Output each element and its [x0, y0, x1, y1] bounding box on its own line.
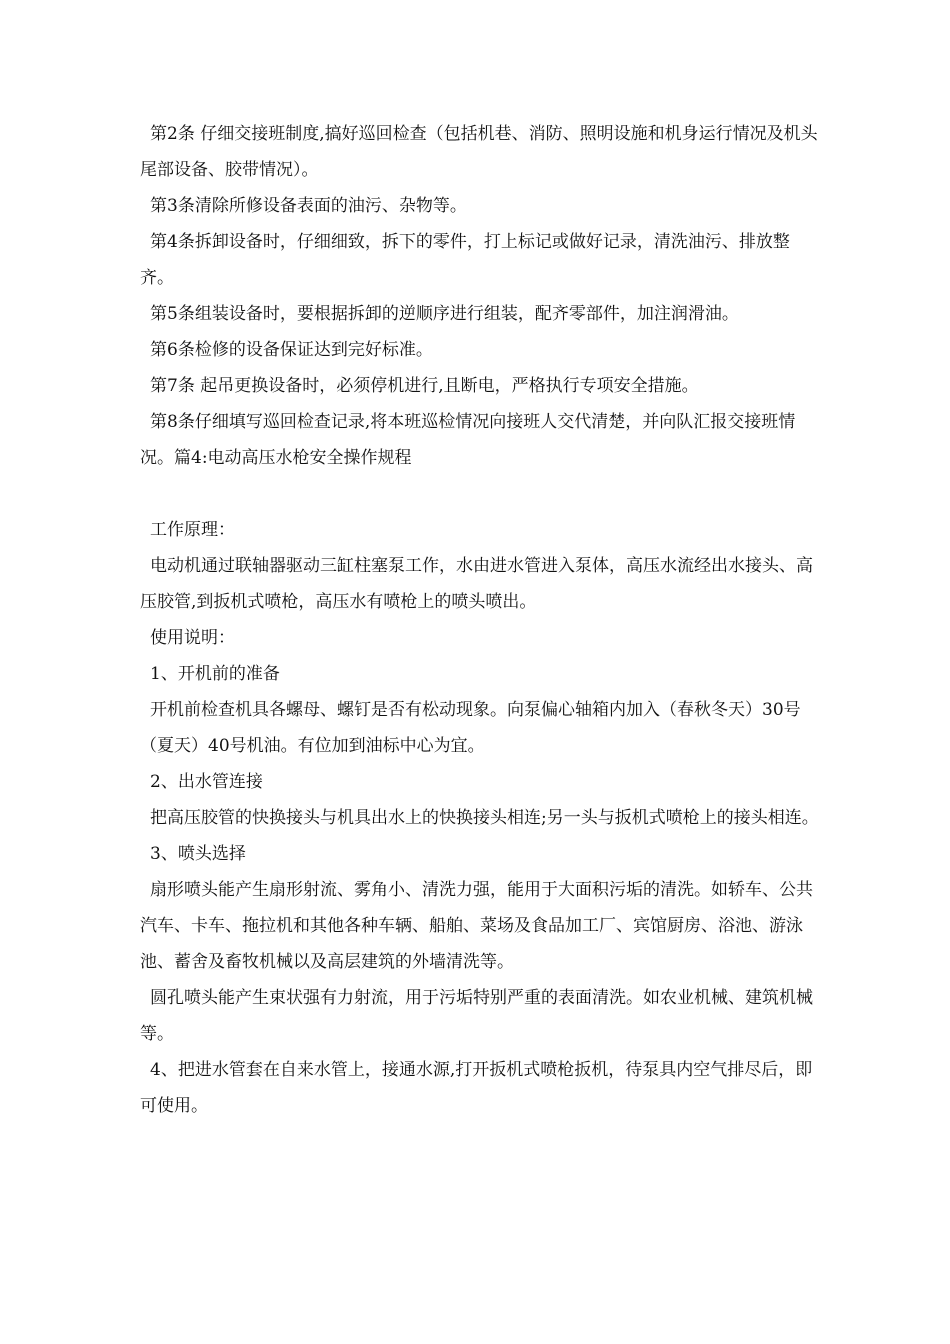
document-body [140, 116, 820, 1124]
paragraph-fan-nozzle: 扇形喷头能产生扇形射流、雾角小、清洗力强，能用于大面积污垢的清洗。如轿车、公共汽车、卡车、拖拉机和其他各种车辆、船舶、菜场及食品加工厂、宾馆厨房、浴池、游泳池、蓄舍及畜牧机械以及高层建筑的外墙清洗等。 [140, 880, 813, 972]
paragraph-working-principle: 电动机通过联轴器驱动三缸柱塞泵工作，水由进水管进入泵体，高压水流经出水接头、高压胶管,到扳机式喷枪，高压水有喷枪上的喷头喷出。 [140, 556, 813, 612]
section-spacer [140, 476, 820, 512]
heading-usage-instructions: 使用说明： [150, 628, 235, 648]
paragraph-article-2: 第2条 仔细交接班制度,搞好巡回检查（包括机巷、消防、照明设施和机身运行情况及机头尾部设备、胶带情况）。 [140, 124, 818, 180]
heading-step-3: 3、喷头选择 [150, 844, 246, 864]
heading-working-principle: 工作原理： [150, 520, 235, 540]
paragraph-step-2: 把高压胶管的快换接头与机具出水上的快换接头相连;另一头与扳机式喷枪上的接头相连。 [150, 808, 819, 828]
heading-step-1: 1、开机前的准备 [150, 664, 280, 684]
paragraph-article-3: 第3条清除所修设备表面的油污、杂物等。 [150, 196, 467, 216]
paragraph-step-1: 开机前检查机具各螺母、螺钉是否有松动现象。向泵偏心轴箱内加入（春秋冬天）30号（夏天）40号机油。有位加到油标中心为宜。 [140, 700, 801, 756]
paragraph-article-5: 第5条组装设备时，要根据拆卸的逆顺序进行组装，配齐零部件，加注润滑油。 [150, 304, 739, 324]
heading-step-2: 2、出水管连接 [150, 772, 263, 792]
paragraph-article-4: 第4条拆卸设备时，仔细细致，拆下的零件，打上标记或做好记录，清洗油污、排放整齐。 [140, 232, 790, 288]
paragraph-round-nozzle: 圆孔喷头能产生束状强有力射流，用于污垢特别严重的表面清洗。如农业机械、建筑机械等。 [140, 988, 813, 1044]
paragraph-article-6: 第6条检修的设备保证达到完好标准。 [150, 340, 433, 360]
paragraph-step-4: 4、把进水管套在自来水管上，接通水源,打开扳机式喷枪扳机，待泵具内空气排尽后，即可使用。 [140, 1060, 813, 1116]
paragraph-article-7: 第7条 起吊更换设备时，必须停机进行,且断电，严格执行专项安全措施。 [150, 376, 699, 396]
paragraph-article-8: 第8条仔细填写巡回检查记录,将本班巡检情况向接班人交代清楚，并向队汇报交接班情况。篇4:电动高压水枪安全操作规程 [140, 412, 796, 468]
